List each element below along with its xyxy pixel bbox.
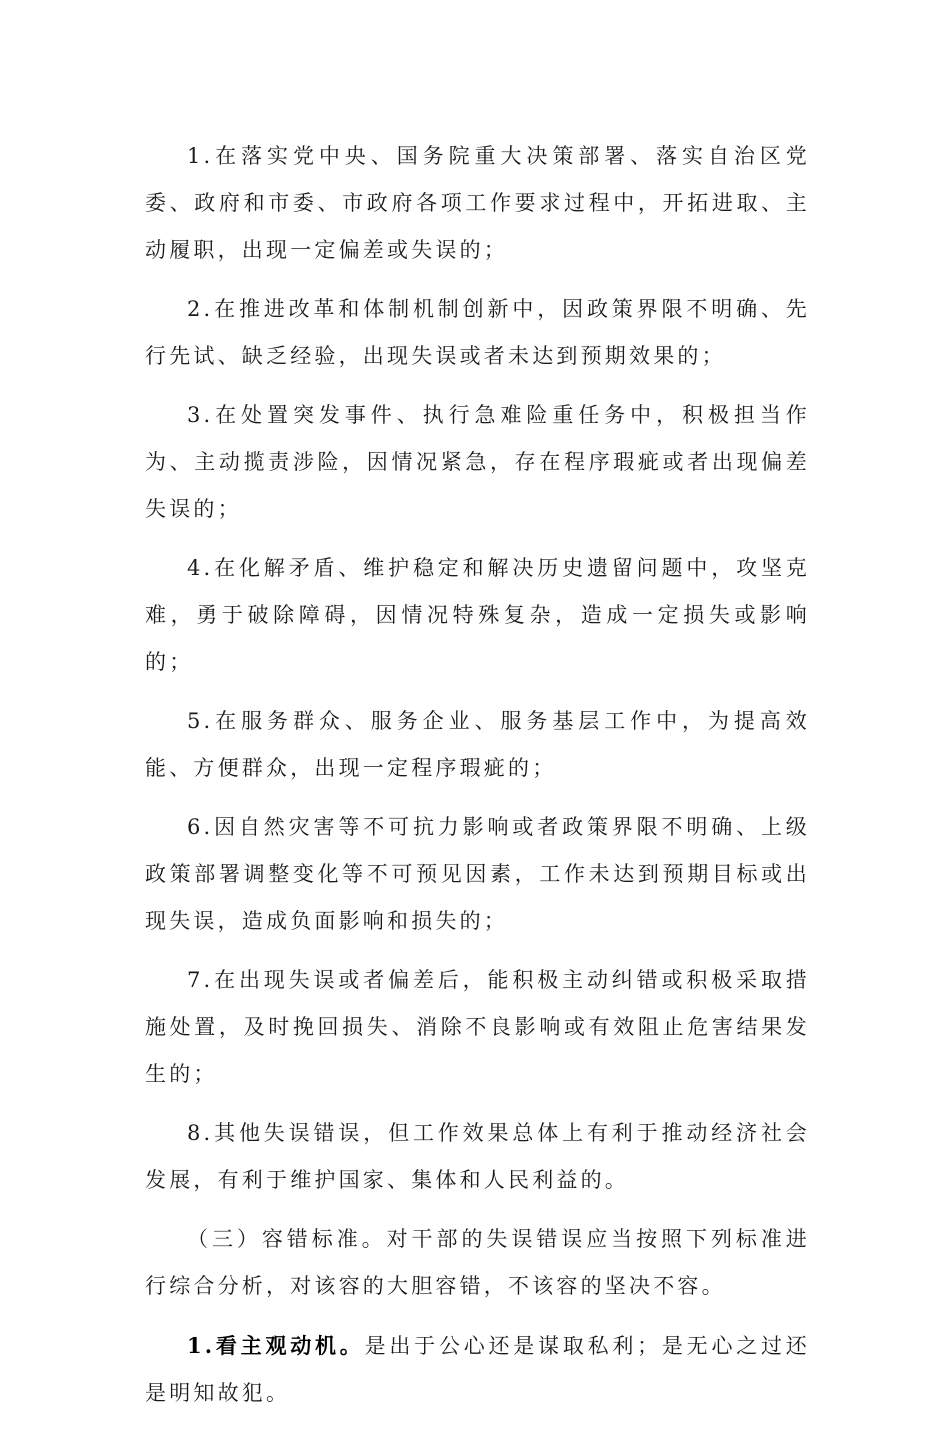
document-body [145, 133, 810, 1429]
paragraph-item-6: 6.因自然灾害等不可抗力影响或者政策界限不明确、上级政策部署调整变化等不可预见因素，工作未达到预期目标或出现失误，造成负面影响和损失的； [145, 815, 810, 933]
paragraph-item-7: 7.在出现失误或者偏差后，能积极主动纠错或积极采取措施处置，及时挽回损失、消除不良影响或有效阻止危害结果发生的； [145, 968, 810, 1086]
paragraph-item-5: 5.在服务群众、服务企业、服务基层工作中，为提高效能、方便群众，出现一定程序瑕疵的； [145, 709, 810, 780]
paragraph-section-3: （三）容错标准。对干部的失误错误应当按照下列标准进行综合分析，对该容的大胆容错，不该容的坚决不容。 [145, 1227, 810, 1298]
standard-1-heading: 1.看主观动机。 [187, 1333, 365, 1358]
paragraph-item-3: 3.在处置突发事件、执行急难险重任务中，积极担当作为、主动揽责涉险，因情况紧急，存在程序瑕疵或者出现偏差失误的； [145, 403, 810, 521]
standard-1-body: 是出于公心还是谋取私利；是无心之过还是明知故犯。 [145, 1334, 810, 1405]
paragraph-standard-1 [145, 1322, 810, 1417]
paragraph-item-2: 2.在推进改革和体制机制创新中，因政策界限不明确、先行先试、缺乏经验，出现失误或者未达到预期效果的； [145, 297, 810, 368]
paragraph-item-8: 8.其他失误错误，但工作效果总体上有利于推动经济社会发展，有利于维护国家、集体和人民利益的。 [145, 1121, 810, 1192]
paragraph-item-4: 4.在化解矛盾、维护稳定和解决历史遗留问题中，攻坚克难，勇于破除障碍，因情况特殊复杂，造成一定损失或影响的； [145, 556, 810, 674]
paragraph-item-1: 1.在落实党中央、国务院重大决策部署、落实自治区党委、政府和市委、市政府各项工作要求过程中，开拓进取、主动履职，出现一定偏差或失误的； [145, 144, 810, 262]
